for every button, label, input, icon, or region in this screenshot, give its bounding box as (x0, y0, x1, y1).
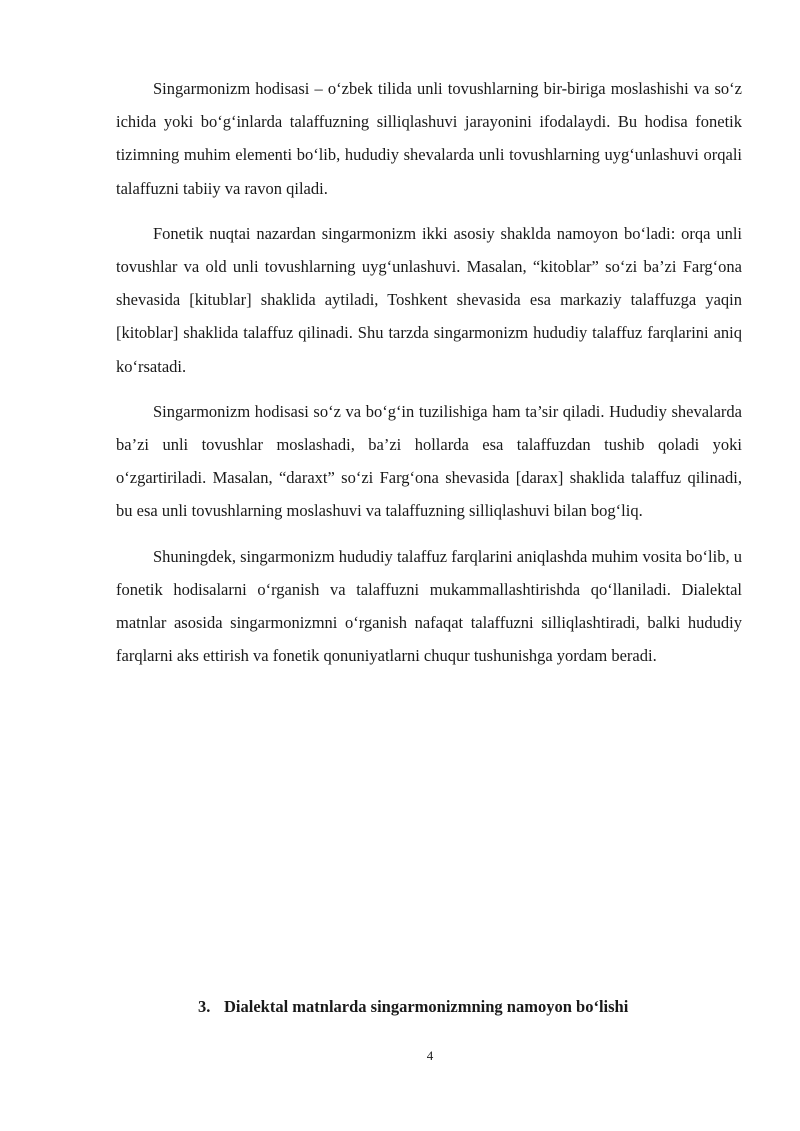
paragraph-3: Singarmonizm hodisasi so‘z va bo‘g‘in tuzilishiga ham ta’sir qiladi. Hududiy shevalarda ba’zi unli tovushlar moslashadi, ba’zi hollarda esa talaffuzdan tushib qoladi yoki o‘zgartiriladi. Masalan, “daraxt” so‘zi Farg‘ona shevasida [darax] shaklida talaffuz qilinadi, bu esa unli tovushlarning moslashuvi va talaffuzning silliqlashuvi bilan bog‘liq. (116, 401, 742, 521)
paragraph-4: Shuningdek, singarmonizm hududiy talaffuz farqlarini aniqlashda muhim vosita bo‘lib, u fonetik hodisalarni o‘rganish va talaffuzni mukammallashtirishda qo‘llaniladi. Dialektal matnlar asosida singarmonizmni o‘rganish nafaqat talaffuzni silliqlashtiradi, balki hududiy farqlarni aks ettirish va fonetik qonuniyatlarni chuqur tushunishga yordam beradi. (116, 546, 742, 666)
paragraph-1: Singarmonizm hodisasi – o‘zbek tilida unli tovushlarning bir-biriga moslashishi va so‘z ichida yoki bo‘g‘inlarda talaffuzning silliqlashuvi jarayonini ifodalaydi. Bu hodisa fonetik tizimning muhim elementi bo‘lib, hududiy shevalarda unli tovushlarning uyg‘unlashuvi orqali talaffuzni tabiiy va ravon qiladi. (116, 79, 742, 198)
paragraph-2: Fonetik nuqtai nazardan singarmonizm ikki asosiy shaklda namoyon bo‘ladi: orqa unli tovushlar va old unli tovushlarning uyg‘unlashuvi. Masalan, “kitoblar” so‘zi ba’zi Farg‘ona shevasida [kitublar] shaklida aytiladi, Toshkent shevasida esa markaziy talaffuzga yaqin [kitoblar] shaklida talaffuz qilinadi. Shu tarzda singarmonizm hududiy talaffuz farqlarini aniq ko‘rsatadi. (116, 223, 742, 376)
page-number: 4 (426, 1048, 434, 1063)
section-title: Dialektal matnlarda singarmonizmning namoyon bo‘lishi (224, 997, 629, 1016)
body-text (116, 72, 742, 684)
section-number: 3. (198, 997, 211, 1016)
